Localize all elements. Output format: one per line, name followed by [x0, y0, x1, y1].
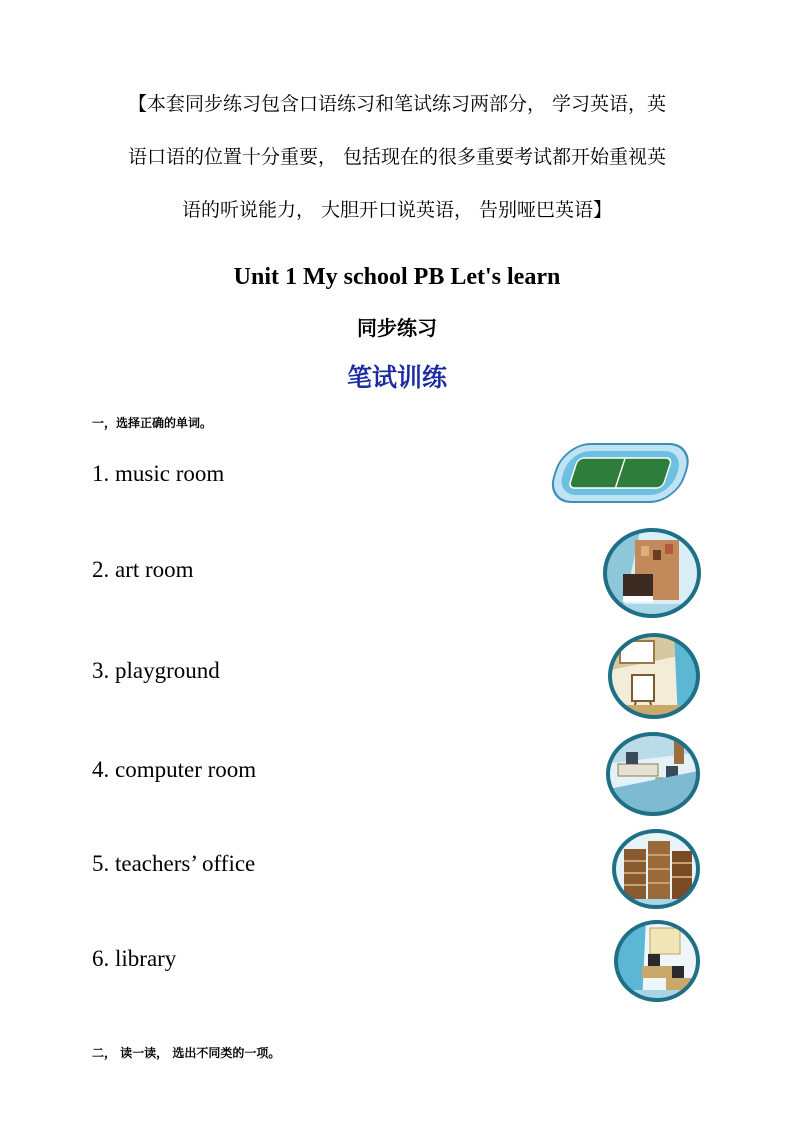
computer-room-icon — [604, 730, 703, 818]
intro-paragraph — [80, 78, 714, 237]
question-1-heading: 一，选择正确的单词。 — [92, 416, 213, 430]
word-item-5: 5. teachers’ office — [92, 851, 256, 876]
intro-line-2: 语口语的位置十分重要， 包括现在的很多重要考试都开始重视英 — [127, 146, 667, 168]
word-item-4: 4. computer room — [92, 757, 257, 782]
music-room-icon — [601, 526, 703, 620]
playground-track-icon — [548, 440, 694, 512]
word-item-3: 3. playground — [92, 658, 220, 683]
intro-line-3: 语的听说能力， 大胆开口说英语， 告别哑巴英语】 — [181, 199, 613, 221]
section-title: 笔试训练 — [346, 363, 447, 392]
intro-line-1: 【本套同步练习包含口语练习和笔试练习两部分， 学习英语，英 — [127, 93, 667, 115]
teachers-office-icon — [612, 918, 702, 1004]
word-item-1: 1. music room — [92, 461, 225, 486]
art-room-icon — [606, 631, 702, 721]
word-item-6: 6. library — [92, 946, 177, 971]
word-item-2: 2. art room — [92, 557, 194, 582]
page-subtitle: 同步练习 — [357, 316, 437, 340]
question-2-heading: 二， 读一读， 选出不同类的一项。 — [92, 1046, 281, 1060]
page-title: Unit 1 My school PB Let's learn — [233, 264, 561, 290]
library-icon — [610, 827, 703, 911]
